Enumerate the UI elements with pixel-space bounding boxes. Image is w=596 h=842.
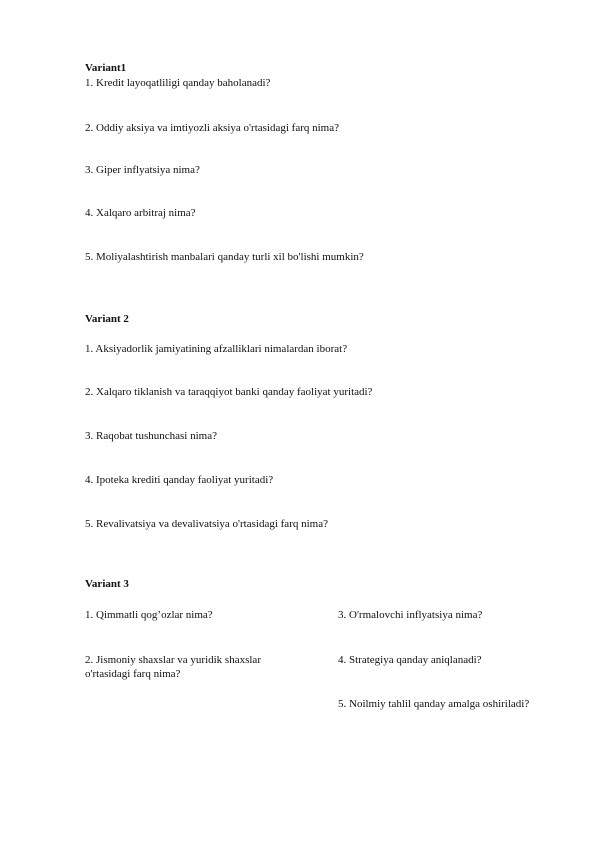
variant1-question-5: 5. Moliyalashtirish manbalari qanday turli xil bo'lishi mumkin? <box>85 251 364 263</box>
variant2-question-5: 5. Revalivatsiya va devalivatsiya o'rtasidagi farq nima? <box>85 518 328 530</box>
variant3-question-5: 5. Noilmiy tahlil qanday amalga oshiriladi? <box>338 698 530 710</box>
variant1-question-4: 4. Xalqaro arbitraj nima? <box>85 207 196 219</box>
variant1-question-1: 1. Kredit layoqatliligi qanday baholanadi? <box>85 77 271 89</box>
variant1-question-2: 2. Oddiy aksiya va imtiyozli aksiya o'rtasidagi farq nima? <box>85 122 339 134</box>
variant3-question-1: 1. Qimmatli qog’ozlar nima? <box>85 609 213 621</box>
variant3-question-2-line2: o'rtasidagi farq nima? <box>85 668 181 680</box>
variant3-question-2-line1: 2. Jismoniy shaxslar va yuridik shaxslar <box>85 654 261 666</box>
variant2-question-4: 4. Ipoteka krediti qanday faoliyat yuritadi? <box>85 474 274 486</box>
variant2-question-3: 3. Raqobat tushunchasi nima? <box>85 430 217 442</box>
variant2-question-2: 2. Xalqaro tiklanish va taraqqiyot banki qanday faoliyat yuritadi? <box>85 386 373 398</box>
variant1-question-3: 3. Giper inflyatsiya nima? <box>85 164 200 176</box>
variant2-question-1: 1. Aksiyadorlik jamiyatining afzalliklari nimalardan iborat? <box>85 343 348 355</box>
variant1-title: Variant1 <box>85 62 127 74</box>
variant2-title: Variant 2 <box>85 313 129 325</box>
variant3-question-4: 4. Strategiya qanday aniqlanadi? <box>338 654 482 666</box>
variant3-title: Variant 3 <box>85 578 129 590</box>
variant3-question-3: 3. O'rmalovchi inflyatsiya nima? <box>338 609 483 621</box>
